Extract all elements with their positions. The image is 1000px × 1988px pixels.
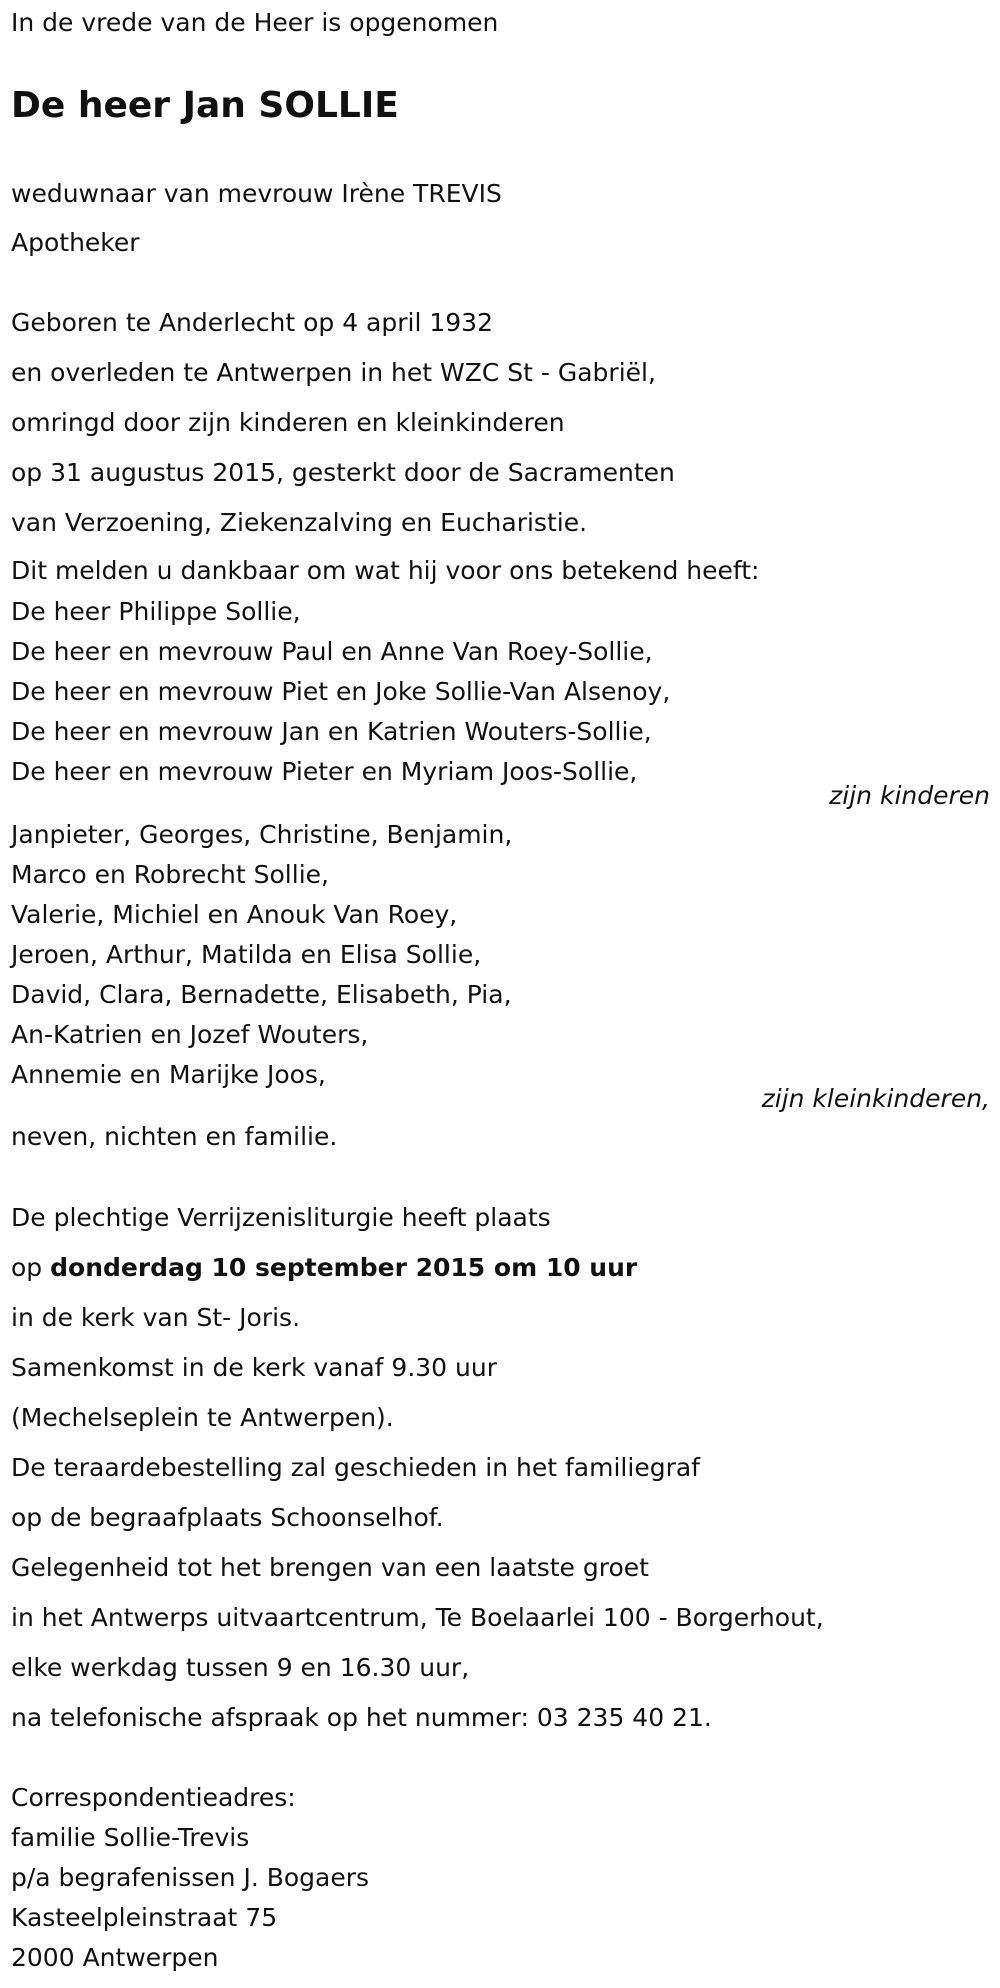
birth-death-line: op 31 augustus 2015, gesterkt door de Sacramenten <box>11 458 675 487</box>
correspondence-line: familie Sollie-Trevis <box>11 1823 250 1852</box>
child-line: De heer en mevrouw Pieter en Myriam Joos-Sollie, <box>11 757 638 786</box>
grandchild-line: An-Katrien en Jozef Wouters, <box>11 1020 369 1049</box>
profession-line: Apotheker <box>11 228 140 257</box>
birth-death-line: Geboren te Anderlecht op 4 april 1932 <box>11 308 493 337</box>
grandchild-line: Marco en Robrecht Sollie, <box>11 860 329 889</box>
family-line: neven, nichten en familie. <box>11 1122 338 1151</box>
grandchild-line: Jeroen, Arthur, Matilda en Elisa Sollie, <box>11 940 482 969</box>
ceremony-line: na telefonische afspraak op het nummer: 03 235 40 21. <box>11 1703 712 1732</box>
children-label: zijn kinderen <box>829 781 990 810</box>
grandchildren-label: zijn kleinkinderen, <box>761 1084 990 1113</box>
ceremony-line: in de kerk van St- Joris. <box>11 1303 301 1332</box>
ceremony-date: donderdag 10 september 2015 om 10 uur <box>50 1253 638 1282</box>
announcement-line: Dit melden u dankbaar om wat hij voor ons betekend heeft: <box>11 556 760 585</box>
ceremony-line: elke werkdag tussen 9 en 16.30 uur, <box>11 1653 470 1682</box>
correspondence-line: Correspondentieadres: <box>11 1783 296 1812</box>
grandchild-line: Annemie en Marijke Joos, <box>11 1060 326 1089</box>
grandchild-line: Janpieter, Georges, Christine, Benjamin, <box>11 820 513 849</box>
ceremony-line: (Mechelseplein te Antwerpen). <box>11 1403 394 1432</box>
ceremony-line: De plechtige Verrijzenisliturgie heeft plaats <box>11 1203 551 1232</box>
child-line: De heer en mevrouw Paul en Anne Van Roey-Sollie, <box>11 637 653 666</box>
birth-death-line: omringd door zijn kinderen en kleinkinderen <box>11 408 565 437</box>
ceremony-line: Gelegenheid tot het brengen van een laatste groet <box>11 1553 649 1582</box>
ceremony-line: De teraardebestelling zal geschieden in het familiegraf <box>11 1453 700 1482</box>
deceased-name: De heer Jan SOLLIE <box>11 85 399 126</box>
child-line: De heer en mevrouw Jan en Katrien Wouters-Sollie, <box>11 717 652 746</box>
birth-death-line: van Verzoening, Ziekenzalving en Eucharistie. <box>11 508 588 537</box>
intro-line: In de vrede van de Heer is opgenomen <box>11 8 499 37</box>
grandchild-line: David, Clara, Bernadette, Elisabeth, Pia, <box>11 980 512 1009</box>
child-line: De heer Philippe Sollie, <box>11 597 301 626</box>
correspondence-line: Kasteelpleinstraat 75 <box>11 1903 278 1932</box>
ceremony-line: op de begraafplaats Schoonselhof. <box>11 1503 444 1532</box>
ceremony-date-prefix: op <box>11 1253 51 1282</box>
grandchild-line: Valerie, Michiel en Anouk Van Roey, <box>11 900 458 929</box>
child-line: De heer en mevrouw Piet en Joke Sollie-Van Alsenoy, <box>11 677 671 706</box>
ceremony-date-line <box>11 1253 637 1283</box>
widower-line: weduwnaar van mevrouw Irène TREVIS <box>11 179 502 208</box>
correspondence-line: p/a begrafenissen J. Bogaers <box>11 1863 370 1892</box>
correspondence-line: 2000 Antwerpen <box>11 1943 219 1972</box>
birth-death-line: en overleden te Antwerpen in het WZC St - Gabriël, <box>11 358 656 387</box>
ceremony-line: Samenkomst in de kerk vanaf 9.30 uur <box>11 1353 497 1382</box>
ceremony-line: in het Antwerps uitvaartcentrum, Te Boelaarlei 100 - Borgerhout, <box>11 1603 824 1632</box>
